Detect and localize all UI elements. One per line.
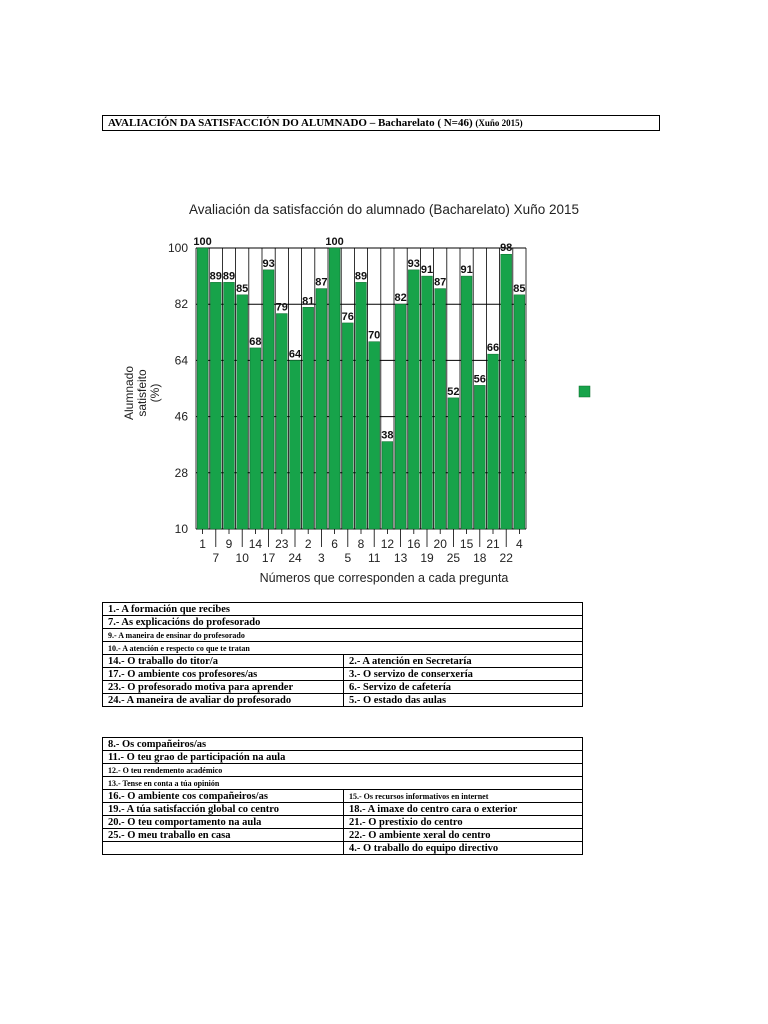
bar <box>395 304 406 529</box>
bar-value-label: 64 <box>288 348 302 361</box>
x-tick-label: 7 <box>212 551 220 565</box>
legend-row <box>103 842 583 855</box>
bar <box>501 254 512 529</box>
legend-cell: 20.- O teu comportamento na aula <box>103 816 344 829</box>
bar-value-label: 93 <box>262 257 275 270</box>
bar-value-label: 56 <box>473 373 486 386</box>
legend-row <box>103 764 583 777</box>
chart-x-ticks <box>199 529 523 565</box>
legend-row <box>103 668 583 681</box>
bar-value-label: 91 <box>460 264 473 277</box>
bar-value-label: 70 <box>368 329 381 342</box>
bar <box>488 354 499 529</box>
bar-value-label: 89 <box>222 270 236 283</box>
x-tick-label: 19 <box>420 551 434 565</box>
legend-row <box>103 655 583 668</box>
bar <box>369 342 380 529</box>
y-axis-label-line: (%) <box>148 383 162 403</box>
bar <box>290 360 301 529</box>
bar <box>435 289 446 529</box>
bar-value-label: 38 <box>381 429 394 442</box>
legend-cell: 3.- O servizo de conserxería <box>344 668 583 681</box>
legend-cell: 4.- O traballo do equipo directivo <box>344 842 583 855</box>
legend-row <box>103 790 583 803</box>
bar <box>197 248 208 529</box>
x-tick-label: 14 <box>248 537 263 551</box>
bar <box>237 295 248 529</box>
legend-row <box>103 603 583 616</box>
chart-title: Avaliación da satisfacción do alumnado (Bacharelato) Xuño 2015 <box>188 202 580 217</box>
y-tick-label: 82 <box>174 297 188 312</box>
legend-cell: 24.- A maneira de avaliar do profesorado <box>103 694 344 707</box>
legend-cell: 17.- O ambiente cos profesores/as <box>103 668 344 681</box>
x-tick-label: 21 <box>486 537 500 551</box>
legend-row <box>103 803 583 816</box>
y-axis-label <box>122 366 162 420</box>
legend-cell <box>103 842 344 855</box>
legend-cell: 25.- O meu traballo en casa <box>103 829 344 842</box>
legend-row <box>103 816 583 829</box>
legend-cell: 11.- O teu grao de participación na aula <box>103 751 583 764</box>
x-tick-label: 15 <box>459 537 474 551</box>
bar <box>303 307 314 529</box>
bar-value-label: 85 <box>513 282 526 295</box>
y-axis-label-line: Alumnado <box>122 365 136 421</box>
legend-swatch <box>579 386 590 397</box>
bar-value-label: 100 <box>325 236 344 248</box>
bar <box>224 282 235 529</box>
bar-value-label: 100 <box>193 236 212 248</box>
x-tick-label: 18 <box>473 551 487 565</box>
legend-row <box>103 616 583 629</box>
bar <box>408 270 419 529</box>
legend-row <box>103 681 583 694</box>
question-legend-table-1 <box>102 602 583 707</box>
bar <box>250 348 261 529</box>
bar <box>342 323 353 529</box>
bar-value-label: 52 <box>447 385 460 398</box>
x-tick-label: 4 <box>516 537 523 551</box>
bar <box>329 248 340 529</box>
x-tick-label: 3 <box>318 551 325 565</box>
y-tick-label: 64 <box>174 353 188 368</box>
legend-row <box>103 829 583 842</box>
legend-cell: 6.- Servizo de cafetería <box>344 681 583 694</box>
report-date: (Xuño 2015) <box>475 118 523 128</box>
legend-row <box>103 642 583 655</box>
legend-cell: 16.- O ambiente cos compañeiros/as <box>103 790 344 803</box>
bar <box>276 314 287 529</box>
bar-value-label: 85 <box>236 282 249 295</box>
y-axis-label-line: satisfeito <box>135 369 149 417</box>
legend-cell: 22.- O ambiente xeral do centro <box>344 829 583 842</box>
x-tick-label: 10 <box>235 551 249 565</box>
x-tick-label: 25 <box>446 551 461 565</box>
legend-cell: 14.- O traballo do titor/a <box>103 655 344 668</box>
bar-value-label: 82 <box>394 292 407 305</box>
legend-cell: 12.- O teu rendemento académico <box>103 764 583 777</box>
x-tick-label: 20 <box>433 537 447 551</box>
x-tick-label: 24 <box>288 551 302 565</box>
x-tick-label: 22 <box>499 551 513 565</box>
x-tick-label: 23 <box>275 537 289 551</box>
bar <box>448 398 459 529</box>
legend-cell: 1.- A formación que recibes <box>103 603 583 616</box>
x-axis-label: Números que corresponden a cada pregunta <box>259 571 509 585</box>
bar-value-label: 87 <box>434 276 447 289</box>
bar-value-label: 66 <box>486 342 500 355</box>
legend-row <box>103 738 583 751</box>
x-tick-label: 1 <box>199 537 206 551</box>
legend-cell: 13.- Tense en conta a túa opinión <box>103 777 583 790</box>
x-tick-label: 5 <box>344 551 352 565</box>
x-tick-label: 16 <box>407 537 421 551</box>
legend-row <box>103 694 583 707</box>
bar-value-label: 79 <box>275 301 288 314</box>
question-legend-table-2 <box>102 737 583 855</box>
bar <box>474 385 485 529</box>
bar <box>210 282 221 529</box>
bar-value-label: 93 <box>407 257 420 270</box>
legend-cell: 7.- As explicacións do profesorado <box>103 616 583 629</box>
x-tick-label: 9 <box>225 537 233 551</box>
bar-value-label: 76 <box>341 310 354 323</box>
y-tick-label: 46 <box>174 409 188 424</box>
bar <box>263 270 274 529</box>
x-tick-label: 2 <box>304 537 312 551</box>
x-tick-label: 6 <box>331 537 338 551</box>
bar <box>356 282 367 529</box>
chart-y-ticks <box>168 241 188 536</box>
bar <box>422 276 433 529</box>
legend-cell: 18.- A imaxe do centro cara o exterior <box>344 803 583 816</box>
bar <box>461 276 472 529</box>
legend-cell: 9.- A maneira de ensinar do profesorado <box>103 629 583 642</box>
legend-cell: 21.- O prestixio do centro <box>344 816 583 829</box>
bar-value-label: 89 <box>354 270 368 283</box>
legend-cell: 19.- A túa satisfacción global co centro <box>103 803 344 816</box>
legend-cell: 10.- A atención e respecto co que te tratan <box>103 642 583 655</box>
bar-value-label: 87 <box>315 276 328 289</box>
y-tick-label: 100 <box>167 241 188 255</box>
legend-cell: 23.- O profesorado motiva para aprender <box>103 681 344 694</box>
bar <box>382 442 393 529</box>
bar-value-label: 81 <box>302 295 315 308</box>
legend-row <box>103 777 583 790</box>
report-title: AVALIACIÓN DA SATISFACCIÓN DO ALUMNADO – Bacharelato ( N=46) <box>108 117 473 129</box>
bar-value-label: 89 <box>209 270 222 283</box>
legend-row <box>103 629 583 642</box>
x-tick-label: 13 <box>393 551 408 565</box>
y-tick-label: 28 <box>174 465 188 480</box>
legend-row <box>103 751 583 764</box>
x-tick-label: 11 <box>367 551 381 565</box>
legend-cell: 8.- Os compañeiros/as <box>103 738 583 751</box>
bar-value-label: 68 <box>249 335 262 348</box>
bar <box>316 289 327 529</box>
x-tick-label: 12 <box>380 537 395 551</box>
bar-value-label: 98 <box>500 242 513 255</box>
legend-cell: 15.- Os recursos informativos en internet <box>344 790 583 803</box>
bar-value-label: 91 <box>420 264 434 277</box>
legend-cell: 5.- O estado das aulas <box>344 694 583 707</box>
x-tick-label: 8 <box>357 537 365 551</box>
legend-cell: 2.- A atención en Secretaría <box>344 655 583 668</box>
y-tick-label: 10 <box>174 522 188 536</box>
x-tick-label: 17 <box>261 551 276 565</box>
bar <box>514 295 525 529</box>
